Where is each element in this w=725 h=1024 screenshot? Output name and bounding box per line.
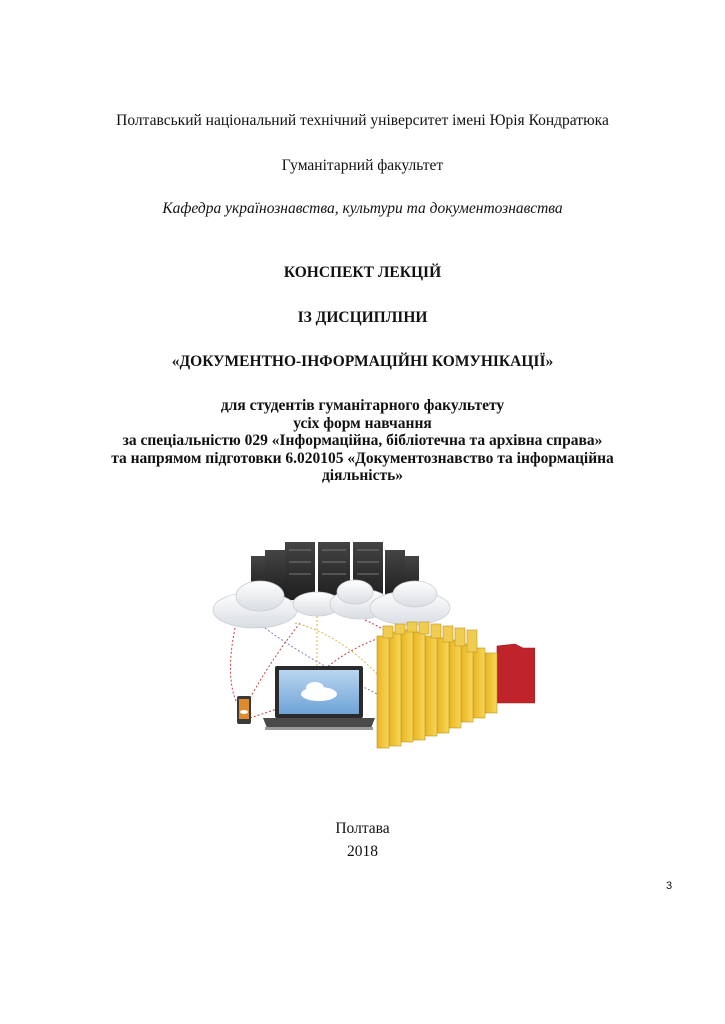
title-course-name: «ДОКУМЕНТНО-ІНФОРМАЦІЙНІ КОМУНІКАЦІЇ» (171, 353, 554, 370)
faculty-name: Гуманітарний факультет (281, 157, 444, 174)
laptop (263, 666, 375, 730)
audience-line: діяльність» (321, 467, 404, 484)
audience-line: для студентів гуманітарного факультету (220, 397, 505, 414)
cover-illustration (205, 528, 535, 758)
department-name: Кафедра українознавства, культури та документознавства (162, 200, 563, 217)
audience-block (60, 397, 665, 485)
university-name: Полтавський національний технічний університет імені Юрія Кондратюка (116, 112, 609, 129)
year: 2018 (347, 843, 378, 860)
page-number: 3 (666, 880, 673, 892)
audience-line: усіх форм навчання (293, 414, 432, 432)
audience-line: за спеціальністю 029 «Інформаційна, бібліотечна та архівна справа» (122, 432, 603, 449)
title-discipline: ІЗ ДИСЦИПЛІНИ (297, 309, 428, 326)
city: Полтава (335, 820, 390, 837)
folders (377, 622, 535, 748)
phone (237, 696, 251, 724)
title-conspectus: КОНСПЕКТ ЛЕКЦІЙ (283, 264, 442, 281)
audience-line: та напрямом підготовки 6.020105 «Документознавство та інформаційна (111, 449, 614, 467)
cloud-network-icon (205, 528, 535, 758)
